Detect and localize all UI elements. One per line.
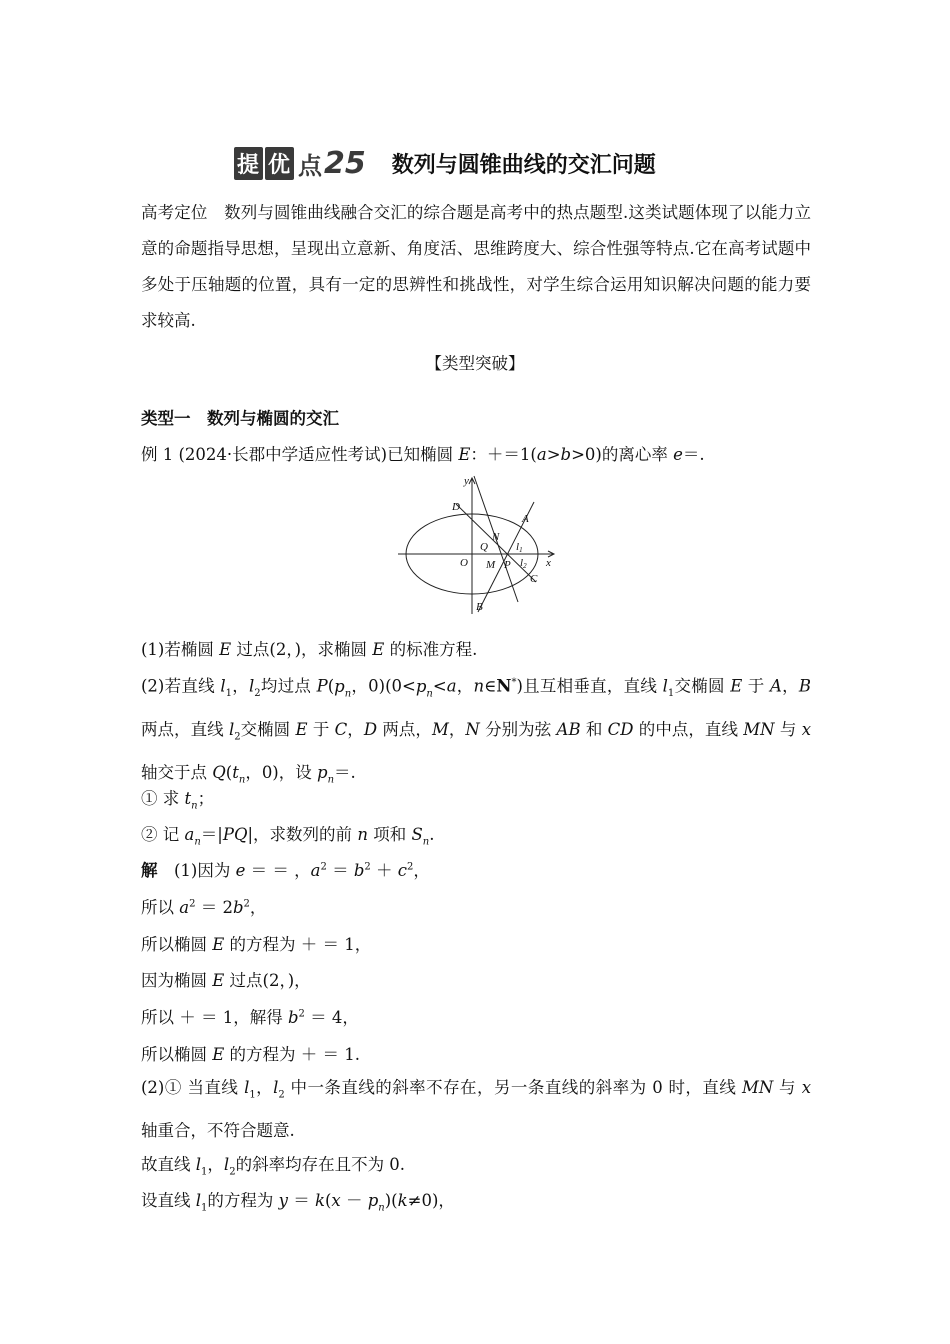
solution-line-1: 解 (1)因为 e ＝ ＝ ，$a^2 = b^2 + c^2$， [141, 861, 430, 880]
label-b: B [476, 601, 483, 613]
label-d: D [452, 501, 460, 513]
label-o: O [460, 557, 468, 569]
type-heading: 类型一 数列与椭圆的交汇 [141, 409, 339, 428]
label-l2: l2 [520, 557, 527, 570]
ellipse-figure [396, 474, 560, 614]
example-label: 例 1 [141, 445, 174, 464]
solution-line-5: 所以 ＋ ＝ 1，解得 $b^2 = 4$， [141, 1008, 359, 1027]
sub-question-1: ① 求 $t_n$； [141, 789, 215, 812]
example-statement: 例 1 (2024·长郡中学适应性考试)已知椭圆 E：＋＝1(a>b>0)的离心率 e＝. [141, 445, 705, 464]
solution-line-7: (2)① 当直线 $l_1$，$l_2$ 中一条直线的斜率不存在，另一条直线的斜率为 0 时，直线 MN 与 x 轴重合，不符合题意. [141, 1078, 811, 1141]
title-badge-char-1: 提 [234, 147, 263, 180]
label-a: A [522, 513, 529, 525]
label-x: x [546, 557, 551, 569]
solution-line-2: 所以 $a^2 = 2b^2$， [141, 898, 267, 917]
solution-line-4: 因为椭圆 E 过点(2，)， [141, 971, 311, 990]
intro-text: 数列与圆锥曲线融合交汇的综合题是高考中的热点题型.这类试题体现了以能力立意的命题指导思想，呈现出立意新、角度活、思维跨度大、综合性强等特点.它在高考试题中多处于压轴题的位置，具有一定的思辨性和挑战性，对学生综合运用知识解决问题的能力要求较高. [141, 203, 812, 330]
intro-label: 高考定位 [141, 203, 208, 222]
label-n: N [492, 531, 500, 543]
label-p: P [504, 559, 511, 571]
solution-line-8: 故直线 $l_1$，$l_2$的斜率均存在且不为 0. [141, 1155, 406, 1178]
label-y: y [464, 475, 469, 487]
solution-line-3: 所以椭圆 E 的方程为 ＋ ＝ 1， [141, 935, 372, 954]
solution-line-9: 设直线 $l_1$的方程为 $y = k(x - p_n)(k\ne 0)$， [141, 1191, 455, 1214]
title-text: 数列与圆锥曲线的交汇问题 [391, 152, 656, 178]
title-badge-number: 25 [324, 145, 366, 181]
title-badge-char-2: 优 [265, 147, 294, 180]
question-part-1: (1)若椭圆 E 过点(2，)，求椭圆 E 的标准方程. [141, 640, 478, 659]
section-title [234, 143, 656, 183]
example-source: (2024·长郡中学适应性考试) [178, 445, 388, 464]
label-l1: l1 [516, 541, 523, 554]
label-c: C [530, 573, 538, 585]
question-part-2: (2)若直线 $l_1$，$l_2$均过点 $P(p_n$，$0)(0<p_n<a$，n∈N*)且互相垂直，直线 $l_1$交椭圆 E 于 A，B 两点，直线 $l_2$交椭圆 E 于 C，D 两点，M，N 分别为弦 AB 和 CD 的中点，直线 MN 与 x 轴交于点 $Q(t_n$，0)，设 $p_n=$. [141, 676, 812, 786]
title-badge-char-3: 点 [298, 151, 323, 180]
section-heading: 【类型突破】 [425, 354, 525, 373]
solution-line-6: 所以椭圆 E 的方程为 ＋ ＝ 1. [141, 1045, 361, 1064]
label-m: M [486, 559, 496, 571]
sub-question-2: ② 记 $a_n=|PQ|$，求数列的前 n 项和 $S_n$. [141, 825, 435, 848]
solution-label: 解 [141, 861, 158, 880]
intro-paragraph [141, 195, 811, 339]
label-q: Q [480, 541, 488, 553]
